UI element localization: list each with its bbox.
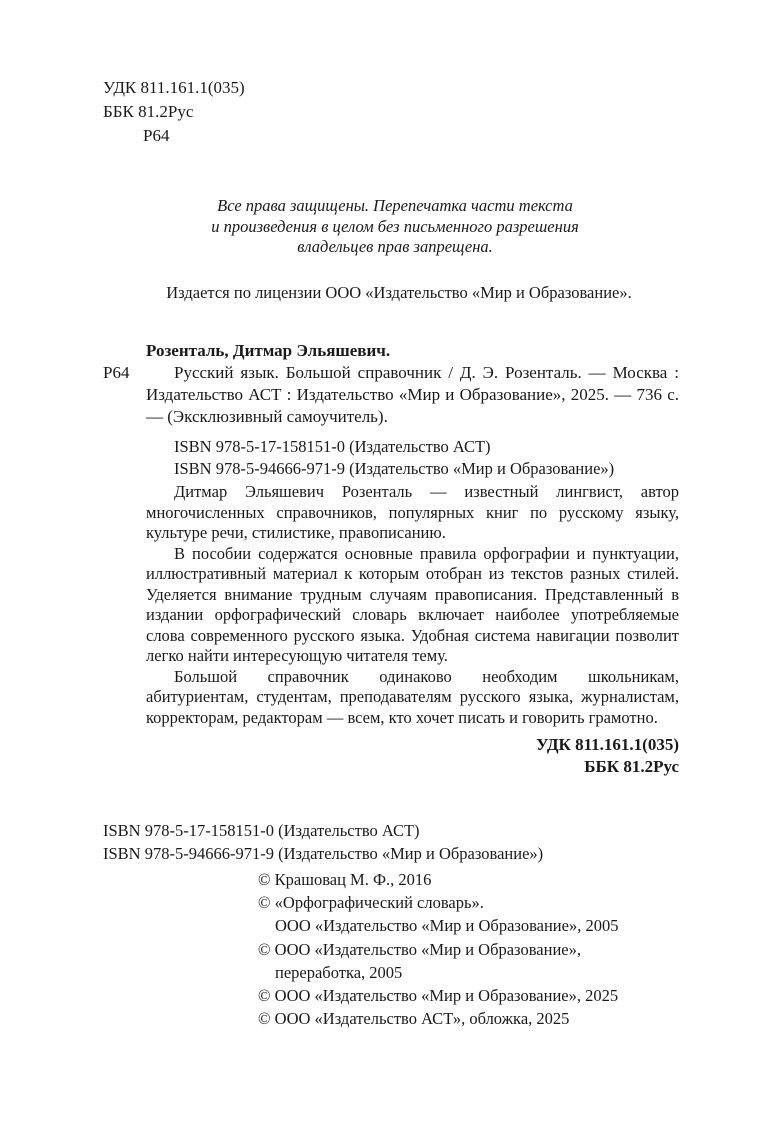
isbn-line: ISBN 978-5-17-158151-0 (Издательство АСТ) bbox=[103, 821, 420, 840]
copyright-list bbox=[258, 868, 618, 1030]
annotation-paragraph: Большой справочник одинаково необходим школьникам, абитуриентам, студентам, преподавателям русского языка, журналистам, корректорам, редакторам — всем, кто хочет писать и говорить грамотно. bbox=[146, 666, 679, 727]
isbn-line: ISBN 978-5-94666-971-9 (Издательство «Мир и Образование») bbox=[174, 459, 615, 478]
annotation bbox=[146, 482, 679, 728]
copyright-continuation: переработка, 2005 bbox=[275, 962, 403, 982]
copyright-line: © Крашовац М. Ф., 2016 bbox=[258, 870, 432, 889]
copyright-continuation: ООО «Издательство «Мир и Образование», 2005 bbox=[275, 916, 619, 936]
isbn-line: ISBN 978-5-17-158151-0 (Издательство АСТ) bbox=[174, 437, 491, 456]
bottom-classification bbox=[536, 734, 679, 778]
copyright-line: © ООО «Издательство «Мир и Образование», bbox=[258, 939, 581, 959]
description-text: Русский язык. Большой справочник / Д. Э. Розенталь. — Москва : Издательство АСТ : Издательство «Мир и Образование», 2025. — 736 с. — (Эксклюзивный самоучитель). bbox=[146, 363, 679, 427]
udk-code-bold: УДК 811.161.1(035) bbox=[536, 735, 679, 754]
copyright-line: © ООО «Издательство «Мир и Образование», 2025 bbox=[258, 986, 619, 1006]
isbn-block bbox=[103, 819, 543, 865]
author-heading: Розенталь, Дитмар Эльяшевич. bbox=[146, 341, 391, 360]
bbk-code: ББК 81.2Рус bbox=[103, 102, 194, 121]
record-isbn-list bbox=[174, 436, 614, 480]
rights-notice-line: владельцев прав запрещена. bbox=[297, 237, 493, 256]
udk-code: УДК 811.161.1(035) bbox=[103, 78, 245, 97]
copyright-line: © ООО «Издательство АСТ», обложка, 2025 bbox=[258, 1009, 570, 1029]
author-sign: Р64 bbox=[143, 126, 170, 145]
annotation-paragraph: Дитмар Эльяшевич Розенталь — известный лингвист, автор многочисленных справочников, популярных книг по русскому языку, культуре речи, стилистике, правописанию. bbox=[146, 482, 679, 542]
top-classification bbox=[103, 76, 245, 148]
isbn-line: ISBN 978-5-94666-971-9 (Издательство «Мир и Образование») bbox=[103, 844, 544, 863]
bbk-code-bold: ББК 81.2Рус bbox=[584, 757, 679, 776]
copyright-line: © «Орфографический словарь». bbox=[258, 893, 484, 913]
annotation-paragraph: В пособии содержатся основные правила орфографии и пунктуации, иллюстративный материал к которым отобран из текстов разных стилей. Уделяется внимание трудным случаям правописания. Представленный в издании орфографический словарь включает наиболее употребляемые слова современного русского языка. Удобная система навигации позволит легко найти интересующую читателя тему. bbox=[146, 543, 679, 665]
author-sign-margin: Р64 bbox=[103, 363, 130, 382]
rights-notice-line: и произведения в целом без письменного разрешения bbox=[211, 216, 579, 236]
license-statement: Издается по лицензии ООО «Издательство «Мир и Образование». bbox=[166, 283, 632, 302]
rights-notice-line: Все права защищены. Перепечатка части текста bbox=[217, 196, 573, 215]
rights-notice bbox=[130, 196, 660, 258]
bibliographic-description bbox=[146, 362, 679, 429]
